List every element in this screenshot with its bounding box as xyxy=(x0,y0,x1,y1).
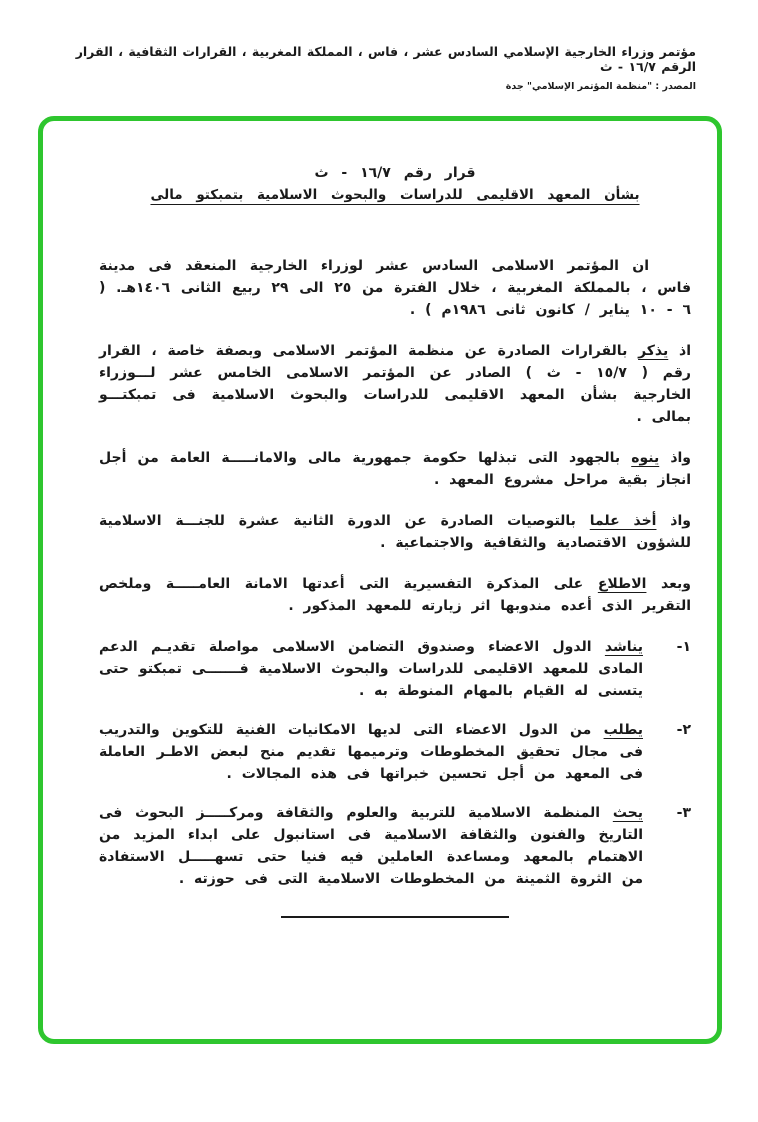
resolution-number-title: قرار رقم ١٦/٧ - ث xyxy=(314,165,476,181)
underlined-keyword: يذكر xyxy=(638,343,669,359)
preamble-paragraph xyxy=(99,447,691,491)
scanned-document-page xyxy=(0,44,758,1122)
operative-items xyxy=(99,636,691,890)
item-number: ١- xyxy=(676,639,691,655)
text-run: وبعد xyxy=(646,576,691,592)
preamble-paragraph xyxy=(99,510,691,554)
item-number: ٣- xyxy=(676,805,691,821)
text-run: بالقرارات الصادرة عن منظمة المؤتمر الاسلامى وبصفة خاصة ، القرار رقم ( ١٥/٧ - ث ) الصادر عن المؤتمر الاسلامى الخامس عشر لـــوزراء الخارجية بشأن المعهد الاقليمى للدراسات والبحوث الاسلامية فى تمبكتـــو بمالى . xyxy=(99,343,691,425)
closing-divider xyxy=(281,916,509,918)
text-run: الدول الاعضاء وصندوق التضامن الاسلامى مواصلة تقديـم الدعم المادى للمعهد الاقليمى للدراسات والبحوث الاسلامية فـــــــى تمبكتو حتى يتسنى له القيام بالمهام المنوطة به . xyxy=(99,639,643,699)
preamble-paragraphs xyxy=(99,255,691,617)
item-text xyxy=(99,719,643,785)
underlined-keyword: ينوه xyxy=(631,450,660,466)
text-run: واذ xyxy=(656,513,691,529)
text-run: على المذكرة التفسيرية التى أعدتها الامانة العامـــــة وملخص التقرير الذى أعده مندوبها اثر زيارته للمعهد المذكور . xyxy=(99,576,691,614)
underlined-keyword: يطلب xyxy=(603,722,643,738)
text-run: المنظمة الاسلامية للتربية والعلوم والثقافة ومركـــــز البحوث فى التاريخ والفنون والثقافة الاسلامية فى استانبول على ابداء المزيد من الاهتمام بالمعهد ومساعدة العاملين فيه فنيا حتى تسهـــــل الاستفادة من الثروة الثمينة من المخطوطات الاسلامية التى فى حوزته . xyxy=(99,805,643,887)
text-run: بالجهود التى تبذلها حكومة جمهورية مالى والامانـــــة العامة من أجل انجاز بقية مراحل مشروع المعهد . xyxy=(99,450,691,488)
text-run: ان المؤتمر الاسلامى السادس عشر لوزراء الخارجية المنعقد فى مدينة فاس ، بالمملكة المغربية ، خلال الفترة من ٢٥ الى ٢٩ ربيع الثانى ١٤٠٦هـ. ( ٦ - ١٠ يناير / كانون ثانى ١٩٨٦م ) . xyxy=(99,258,692,318)
source-note: المصدر : "منظمة المؤتمر الإسلامي" جدة xyxy=(505,81,696,92)
text-run: من الدول الاعضاء التى لديها الامكانيات الفنية للتكوين والتدريب فى مجال تحقيق المخطوطات وترميمها تقديم منح لبعض الاطـر العاملة فى المعهد من أجل تحسين خبراتها فى هذه المجالات . xyxy=(99,722,643,782)
operative-item xyxy=(99,636,691,702)
preamble-paragraph xyxy=(99,255,691,321)
operative-item xyxy=(99,719,691,785)
underlined-keyword: يناشد xyxy=(604,639,643,655)
underlined-keyword: أخذ علما xyxy=(589,513,657,529)
conference-header: مؤتمر وزراء الخارجية الإسلامي السادس عشر ، فاس ، المملكة المغربية ، القرارات الثقافية ، القرار الرقم ١٦/٧ - ث xyxy=(75,44,696,74)
resolution-subject-title: بشأن المعهد الاقليمى للدراسات والبحوث الاسلامية بتمبكتو مالى xyxy=(150,187,640,203)
preamble-paragraph xyxy=(99,573,691,617)
item-text xyxy=(99,636,643,702)
resolution-frame xyxy=(38,116,722,1044)
text-run: اذ xyxy=(668,343,691,359)
preamble-paragraph xyxy=(99,340,691,428)
item-number: ٢- xyxy=(676,722,691,738)
text-run: واذ xyxy=(659,450,692,466)
text-run: بالتوصيات الصادرة عن الدورة الثانية عشرة للجنـــة الاسلامية للشؤون الاقتصادية والثقافية والاجتماعية . xyxy=(99,513,691,551)
item-text xyxy=(99,802,643,890)
underlined-keyword: الاطلاع xyxy=(597,576,647,592)
operative-item xyxy=(99,802,691,890)
underlined-keyword: يحث xyxy=(612,805,643,821)
